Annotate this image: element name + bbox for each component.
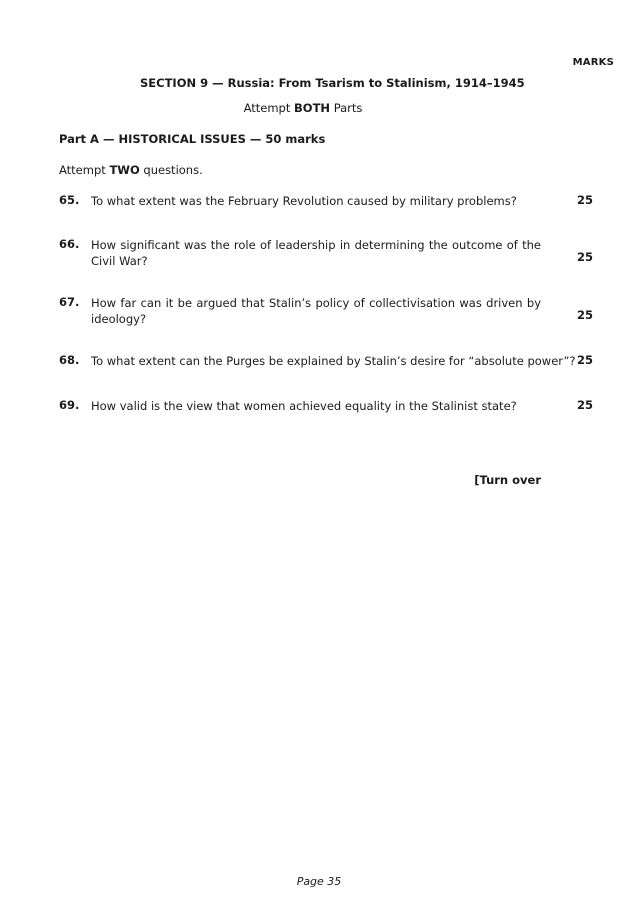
question-number: 66.	[59, 237, 80, 251]
page-number: Page 35	[296, 875, 342, 888]
question-number: 68.	[59, 353, 80, 367]
question-text: To what extent can the Purges be explained by Stalin’s desire for “absolute power”?	[91, 354, 576, 368]
question-number: 65.	[59, 193, 80, 207]
question-text: How far can it be argued that Stalin’s policy of collectivisation was driven by ideology?	[91, 296, 541, 326]
question-marks: 25	[576, 250, 593, 264]
turn-over-note: [Turn over	[474, 473, 541, 487]
part-heading: Part A — HISTORICAL ISSUES — 50 marks	[59, 132, 326, 146]
marks-column-header: MARKS	[572, 57, 614, 68]
part-instruction-emphasis: TWO	[109, 163, 140, 177]
attempt-suffix: Parts	[330, 101, 363, 115]
part-instruction-suffix: questions.	[139, 163, 203, 177]
question-marks: 25	[576, 353, 593, 367]
section-title: SECTION 9 — Russia: From Tsarism to Stalinism, 1914–1945	[140, 76, 525, 90]
question-number: 69.	[59, 398, 80, 412]
question-marks: 25	[576, 308, 593, 322]
question-marks: 25	[576, 398, 593, 412]
question-number: 67.	[59, 295, 80, 309]
attempt-instruction	[0, 101, 606, 115]
part-instruction-prefix: Attempt	[59, 163, 110, 177]
attempt-emphasis: BOTH	[294, 101, 331, 115]
question-text: How valid is the view that women achieved equality in the Stalinist state?	[91, 399, 517, 413]
question-marks: 25	[576, 193, 593, 207]
question-text: How significant was the role of leadership in determining the outcome of the Civil War?	[91, 238, 541, 268]
question-text: To what extent was the February Revolution caused by military problems?	[91, 194, 517, 208]
part-instruction	[59, 163, 203, 177]
attempt-prefix: Attempt	[243, 101, 295, 115]
